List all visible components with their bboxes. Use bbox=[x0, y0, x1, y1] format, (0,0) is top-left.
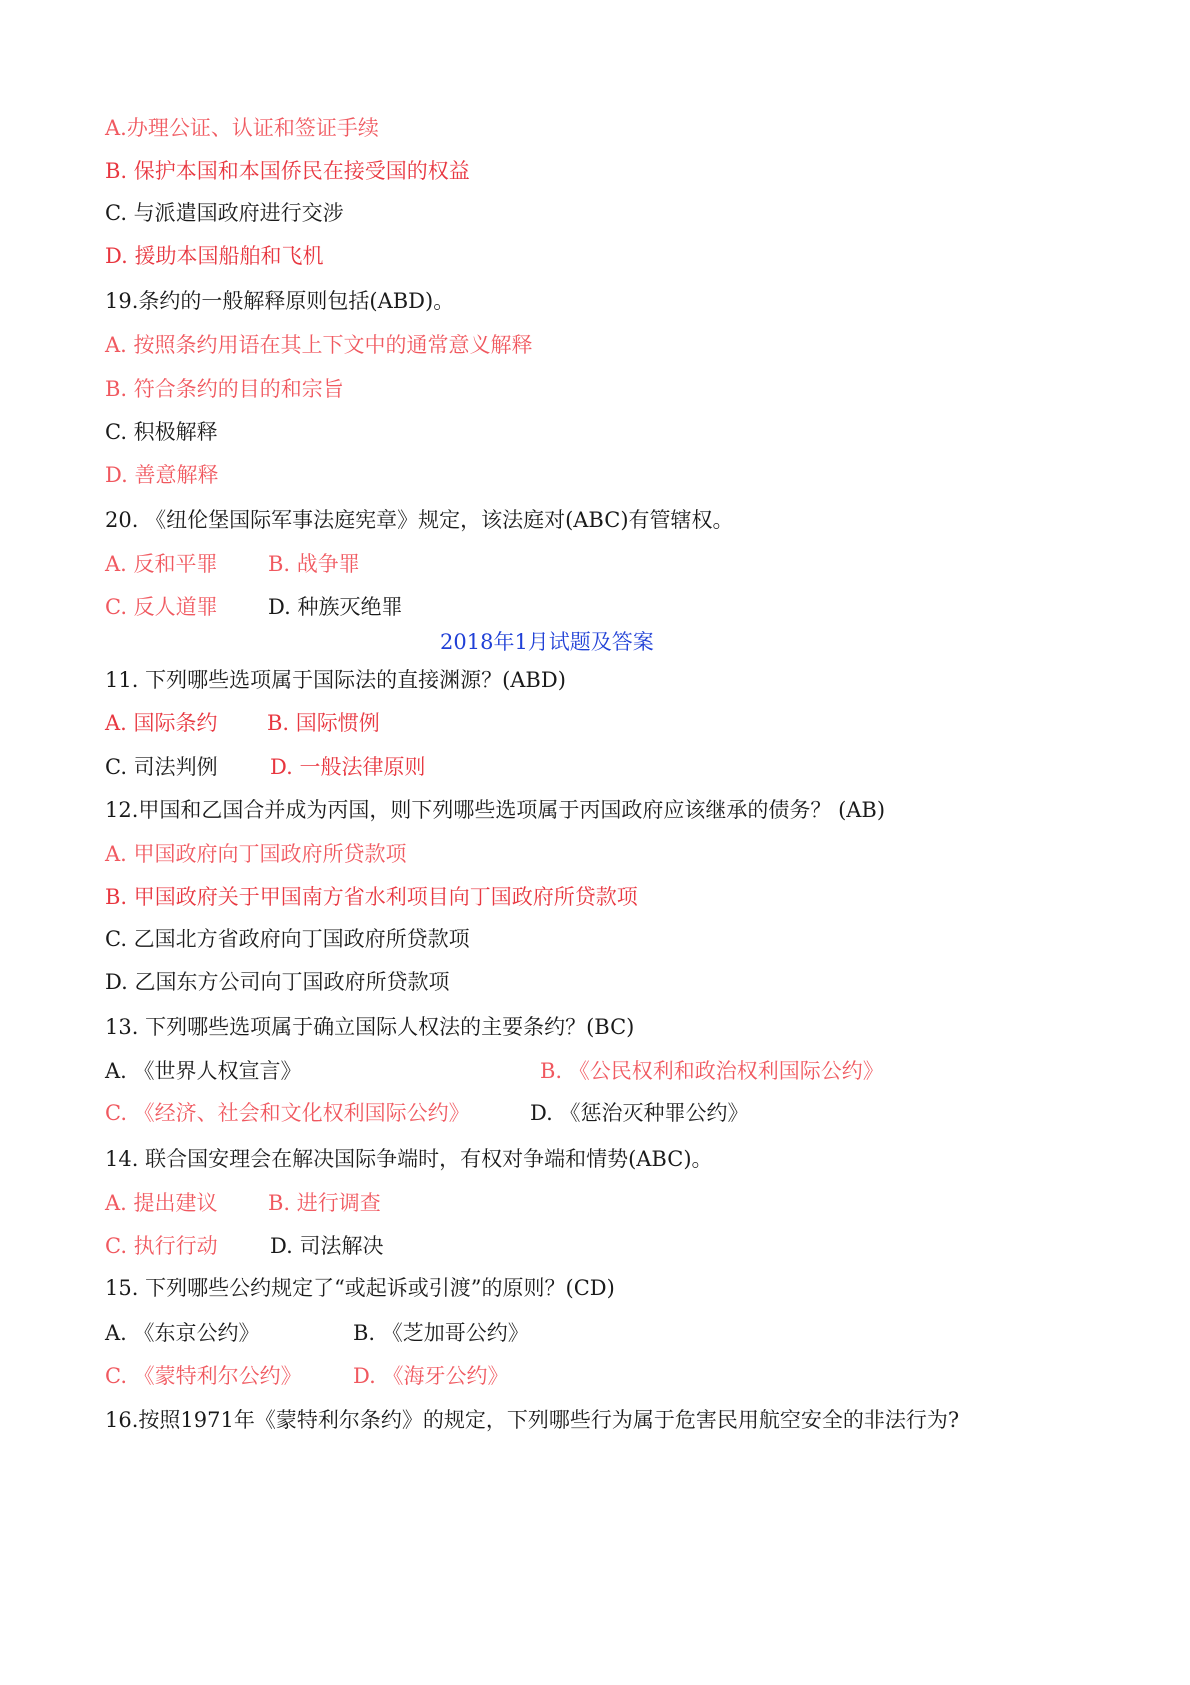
q14-options-row-2 bbox=[105, 1232, 1005, 1260]
q16-stem: 16.按照1971年《蒙特利尔条约》的规定，下列哪些行为属于危害民用航空安全的非法行为? bbox=[105, 1408, 960, 1432]
q11-option-b: B. 国际惯例 bbox=[267, 711, 380, 735]
q15-options-row-2 bbox=[105, 1362, 1005, 1390]
q18-option-b: B. 保护本国和本国侨民在接受国的权益 bbox=[105, 159, 470, 183]
q12-option-c: C. 乙国北方省政府向丁国政府所贷款项 bbox=[105, 927, 470, 951]
q19-stem: 19.条约的一般解释原则包括(ABD)。 bbox=[105, 289, 455, 313]
q15-stem: 15. 下列哪些公约规定了“或起诉或引渡”的原则？(CD) bbox=[105, 1276, 615, 1300]
q12-option-a: A. 甲国政府向丁国政府所贷款项 bbox=[105, 842, 407, 866]
q18-option-c: C. 与派遣国政府进行交涉 bbox=[105, 201, 344, 225]
q20-option-c: C. 反人道罪 bbox=[105, 595, 218, 619]
q13-option-c: C. 《经济、社会和文化权利国际公约》 bbox=[105, 1101, 470, 1125]
q14-option-a: A. 提出建议 bbox=[105, 1191, 218, 1215]
q13-options-row-2 bbox=[105, 1099, 1005, 1127]
q19-option-b: B. 符合条约的目的和宗旨 bbox=[105, 377, 344, 401]
q15-option-b: B. 《芝加哥公约》 bbox=[353, 1321, 529, 1345]
q20-option-a: A. 反和平罪 bbox=[105, 552, 218, 576]
q20-option-b: B. 战争罪 bbox=[268, 552, 360, 576]
q20-stem: 20. 《纽伦堡国际军事法庭宪章》规定，该法庭对(ABC)有管辖权。 bbox=[105, 508, 734, 532]
q13-option-a: A. 《世界人权宣言》 bbox=[105, 1059, 302, 1083]
q14-option-d: D. 司法解决 bbox=[270, 1234, 384, 1258]
q18-option-a: A.办理公证、认证和签证手续 bbox=[105, 116, 379, 140]
q19-option-a: A. 按照条约用语在其上下文中的通常意义解释 bbox=[105, 333, 533, 357]
q11-option-d: D. 一般法律原则 bbox=[270, 755, 426, 779]
q15-option-c: C. 《蒙特利尔公约》 bbox=[105, 1364, 302, 1388]
q11-stem: 11. 下列哪些选项属于国际法的直接渊源？(ABD) bbox=[105, 668, 566, 692]
q11-options-row-1 bbox=[105, 709, 1005, 737]
q11-option-c: C. 司法判例 bbox=[105, 755, 218, 779]
q12-stem: 12.甲国和乙国合并成为丙国，则下列哪些选项属于丙国政府应该继承的债务？ (AB) bbox=[105, 798, 886, 822]
q18-option-d: D. 援助本国船舶和飞机 bbox=[105, 244, 324, 268]
q13-options-row-1 bbox=[105, 1057, 1005, 1085]
section-heading: 2018年1月试题及答案 bbox=[440, 630, 654, 654]
q20-options-row-1 bbox=[105, 550, 1005, 578]
q13-option-b: B. 《公民权利和政治权利国际公约》 bbox=[540, 1059, 884, 1083]
q14-options-row-1 bbox=[105, 1189, 1005, 1217]
q13-option-d: D. 《惩治灭种罪公约》 bbox=[530, 1101, 749, 1125]
q12-option-d: D. 乙国东方公司向丁国政府所贷款项 bbox=[105, 970, 450, 994]
q20-option-d: D. 种族灭绝罪 bbox=[268, 595, 403, 619]
q13-stem: 13. 下列哪些选项属于确立国际人权法的主要条约？(BC) bbox=[105, 1015, 635, 1039]
q14-option-b: B. 进行调查 bbox=[268, 1191, 381, 1215]
q11-options-row-2 bbox=[105, 753, 1005, 781]
q14-stem: 14. 联合国安理会在解决国际争端时，有权对争端和情势(ABC)。 bbox=[105, 1147, 713, 1171]
q19-option-d: D. 善意解释 bbox=[105, 463, 219, 487]
q12-option-b: B. 甲国政府关于甲国南方省水利项目向丁国政府所贷款项 bbox=[105, 885, 638, 909]
q20-options-row-2 bbox=[105, 593, 1005, 621]
q19-option-c: C. 积极解释 bbox=[105, 420, 218, 444]
q14-option-c: C. 执行行动 bbox=[105, 1234, 218, 1258]
q15-option-d: D. 《海牙公约》 bbox=[353, 1364, 509, 1388]
q15-option-a: A. 《东京公约》 bbox=[105, 1321, 260, 1345]
q11-option-a: A. 国际条约 bbox=[105, 711, 218, 735]
q15-options-row-1 bbox=[105, 1319, 1005, 1347]
